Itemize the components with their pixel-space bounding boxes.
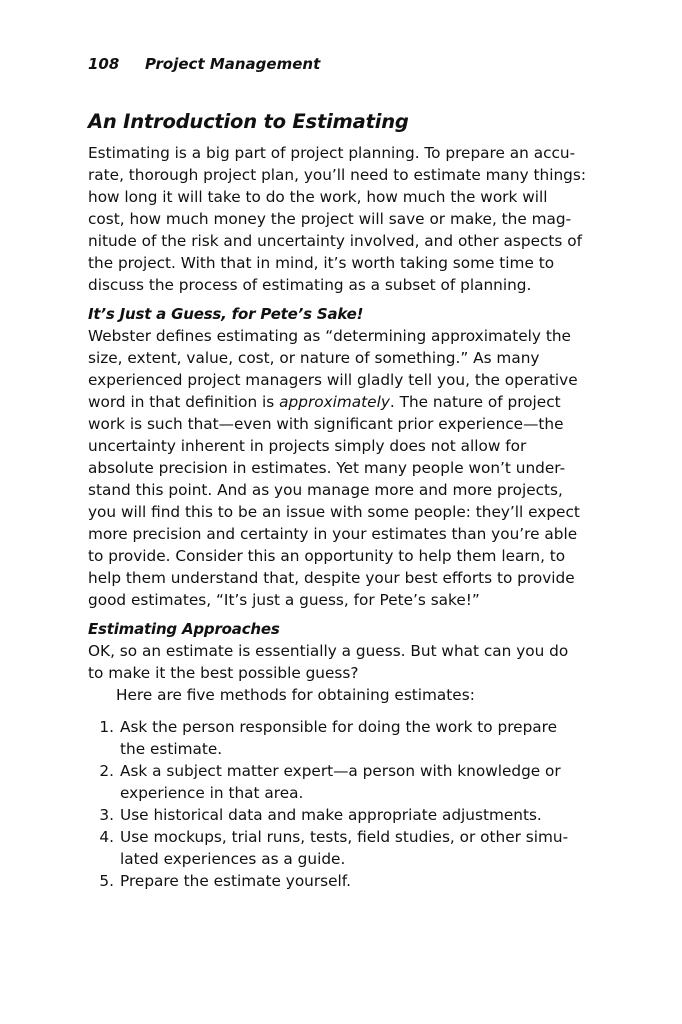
methods-intro: Here are five methods for obtaining estimates: <box>116 686 475 704</box>
paragraph-line: uncertainty inherent in projects simply does not allow for <box>88 437 527 455</box>
guess-paragraph <box>88 325 600 611</box>
list-item <box>88 870 600 892</box>
paragraph-line: Estimating is a big part of project planning. To prepare an accu- <box>88 144 576 162</box>
list-number: 3. <box>99 806 114 824</box>
list-number: 1. <box>99 718 114 736</box>
page-number: 108 <box>88 55 120 73</box>
paragraph-line: cost, how much money the project will save or make, the mag- <box>88 210 572 228</box>
paragraph-line: good estimates, “It’s just a guess, for Pete’s sake!” <box>88 591 480 609</box>
paragraph-line: discuss the process of estimating as a subset of planning. <box>88 276 532 294</box>
paragraph-line: the project. With that in mind, it’s worth taking some time to <box>88 254 555 272</box>
paragraph-line: nitude of the risk and uncertainty involved, and other aspects of <box>88 232 583 250</box>
list-number: 2. <box>99 762 114 780</box>
list-item <box>88 760 600 804</box>
running-head <box>88 52 600 76</box>
list-item-line: experience in that area. <box>120 784 304 802</box>
methods-list <box>88 716 600 892</box>
text-before-emphasis: word in that definition is <box>88 393 280 411</box>
list-item-line: Ask a subject matter expert—a person with knowledge or <box>120 762 561 780</box>
subheading-just-a-guess: It’s Just a Guess, for Pete’s Sake! <box>88 305 364 323</box>
list-item-line: Use mockups, trial runs, tests, field studies, or other simu- <box>120 828 569 846</box>
paragraph-line: size, extent, value, cost, or nature of something.” As many <box>88 349 540 367</box>
paragraph-line: more precision and certainty in your estimates than you’re able <box>88 525 578 543</box>
paragraph-line-emphasis <box>88 391 600 413</box>
paragraph-line: how long it will take to do the work, how much the work will <box>88 188 548 206</box>
paragraph-line: to provide. Consider this an opportunity to help them learn, to <box>88 547 566 565</box>
paragraph-line: absolute precision in estimates. Yet many people won’t under- <box>88 459 566 477</box>
paragraph-line: OK, so an estimate is essentially a guess. But what can you do <box>88 642 569 660</box>
book-page <box>88 52 600 892</box>
paragraph-line: rate, thorough project plan, you’ll need to estimate many things: <box>88 166 587 184</box>
list-item-line: Prepare the estimate yourself. <box>120 872 351 890</box>
paragraph-line: Webster defines estimating as “determining approximately the <box>88 327 571 345</box>
intro-paragraph <box>88 142 600 296</box>
list-item-line: lated experiences as a guide. <box>120 850 346 868</box>
approaches-paragraph <box>88 640 600 706</box>
list-item <box>88 826 600 870</box>
book-title: Project Management <box>145 55 321 73</box>
list-number: 5. <box>99 872 114 890</box>
paragraph-line: experienced project managers will gladly tell you, the operative <box>88 371 578 389</box>
list-number: 4. <box>99 828 114 846</box>
section-heading-introduction: An Introduction to Estimating <box>88 110 409 133</box>
paragraph-line: you will find this to be an issue with some people: they’ll expect <box>88 503 580 521</box>
list-item <box>88 716 600 760</box>
emphasized-word: approximately <box>279 393 390 411</box>
paragraph-line: work is such that—even with significant prior experience—the <box>88 415 564 433</box>
paragraph-line: help them understand that, despite your best efforts to provide <box>88 569 575 587</box>
list-item <box>88 804 600 826</box>
list-item-line: Ask the person responsible for doing the work to prepare <box>120 718 558 736</box>
subheading-estimating-approaches: Estimating Approaches <box>88 620 280 638</box>
list-item-line: the estimate. <box>120 740 223 758</box>
paragraph-line: stand this point. And as you manage more and more projects, <box>88 481 563 499</box>
list-item-line: Use historical data and make appropriate adjustments. <box>120 806 542 824</box>
paragraph-line: to make it the best possible guess? <box>88 664 359 682</box>
text-after-emphasis: . The nature of project <box>389 393 561 411</box>
